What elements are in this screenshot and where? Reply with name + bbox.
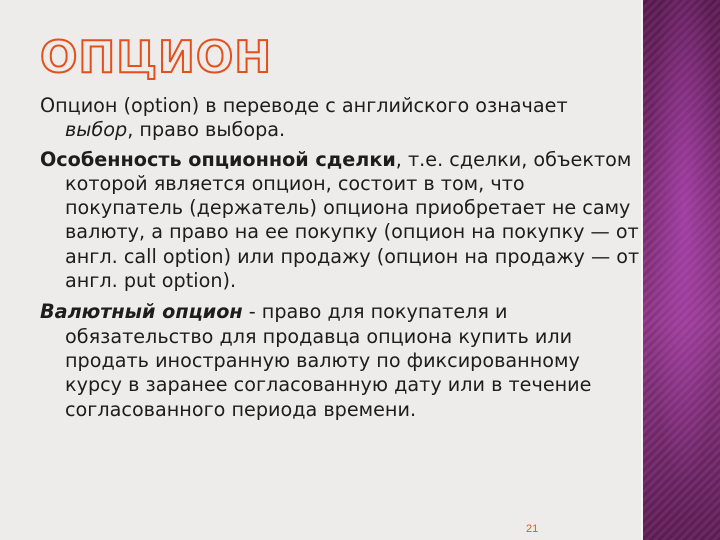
paragraph-option-deal-feature <box>40 148 640 294</box>
slide-title: ОПЦИОН <box>40 32 273 83</box>
slide-body <box>40 94 640 429</box>
paragraph-option-definition-tail: , право выбора. <box>127 118 286 142</box>
term-option-deal-feature: Особенность опционной сделки <box>40 147 396 171</box>
emphasis-choice: выбор <box>65 118 128 142</box>
term-currency-option: Валютный опцион <box>40 300 243 324</box>
paragraph-option-definition-lead: Опцион (option) в переводе с английского означает <box>40 94 568 117</box>
paragraph-currency-option <box>40 300 640 421</box>
page-number: 21 <box>526 523 539 535</box>
paragraph-option-definition <box>40 94 640 143</box>
paragraph-currency-option-text: - право для покупателя и обязательство для продавца опциона купить или продать иностранную валюту по фиксированному курсу в заранее согласованную дату или в течение согласованного периода времени. <box>65 300 592 421</box>
paragraph-option-deal-feature-text: , т.е. сделки, объектом которой является опцион, состоит в том, что покупатель (держатель) опциона приобретает не саму валюту, а право на ее покупку (опцион на покупку — от англ. call option) или продажу (опцион на продажу — от англ. put option). <box>65 147 640 293</box>
decorative-side-panel <box>641 0 720 540</box>
